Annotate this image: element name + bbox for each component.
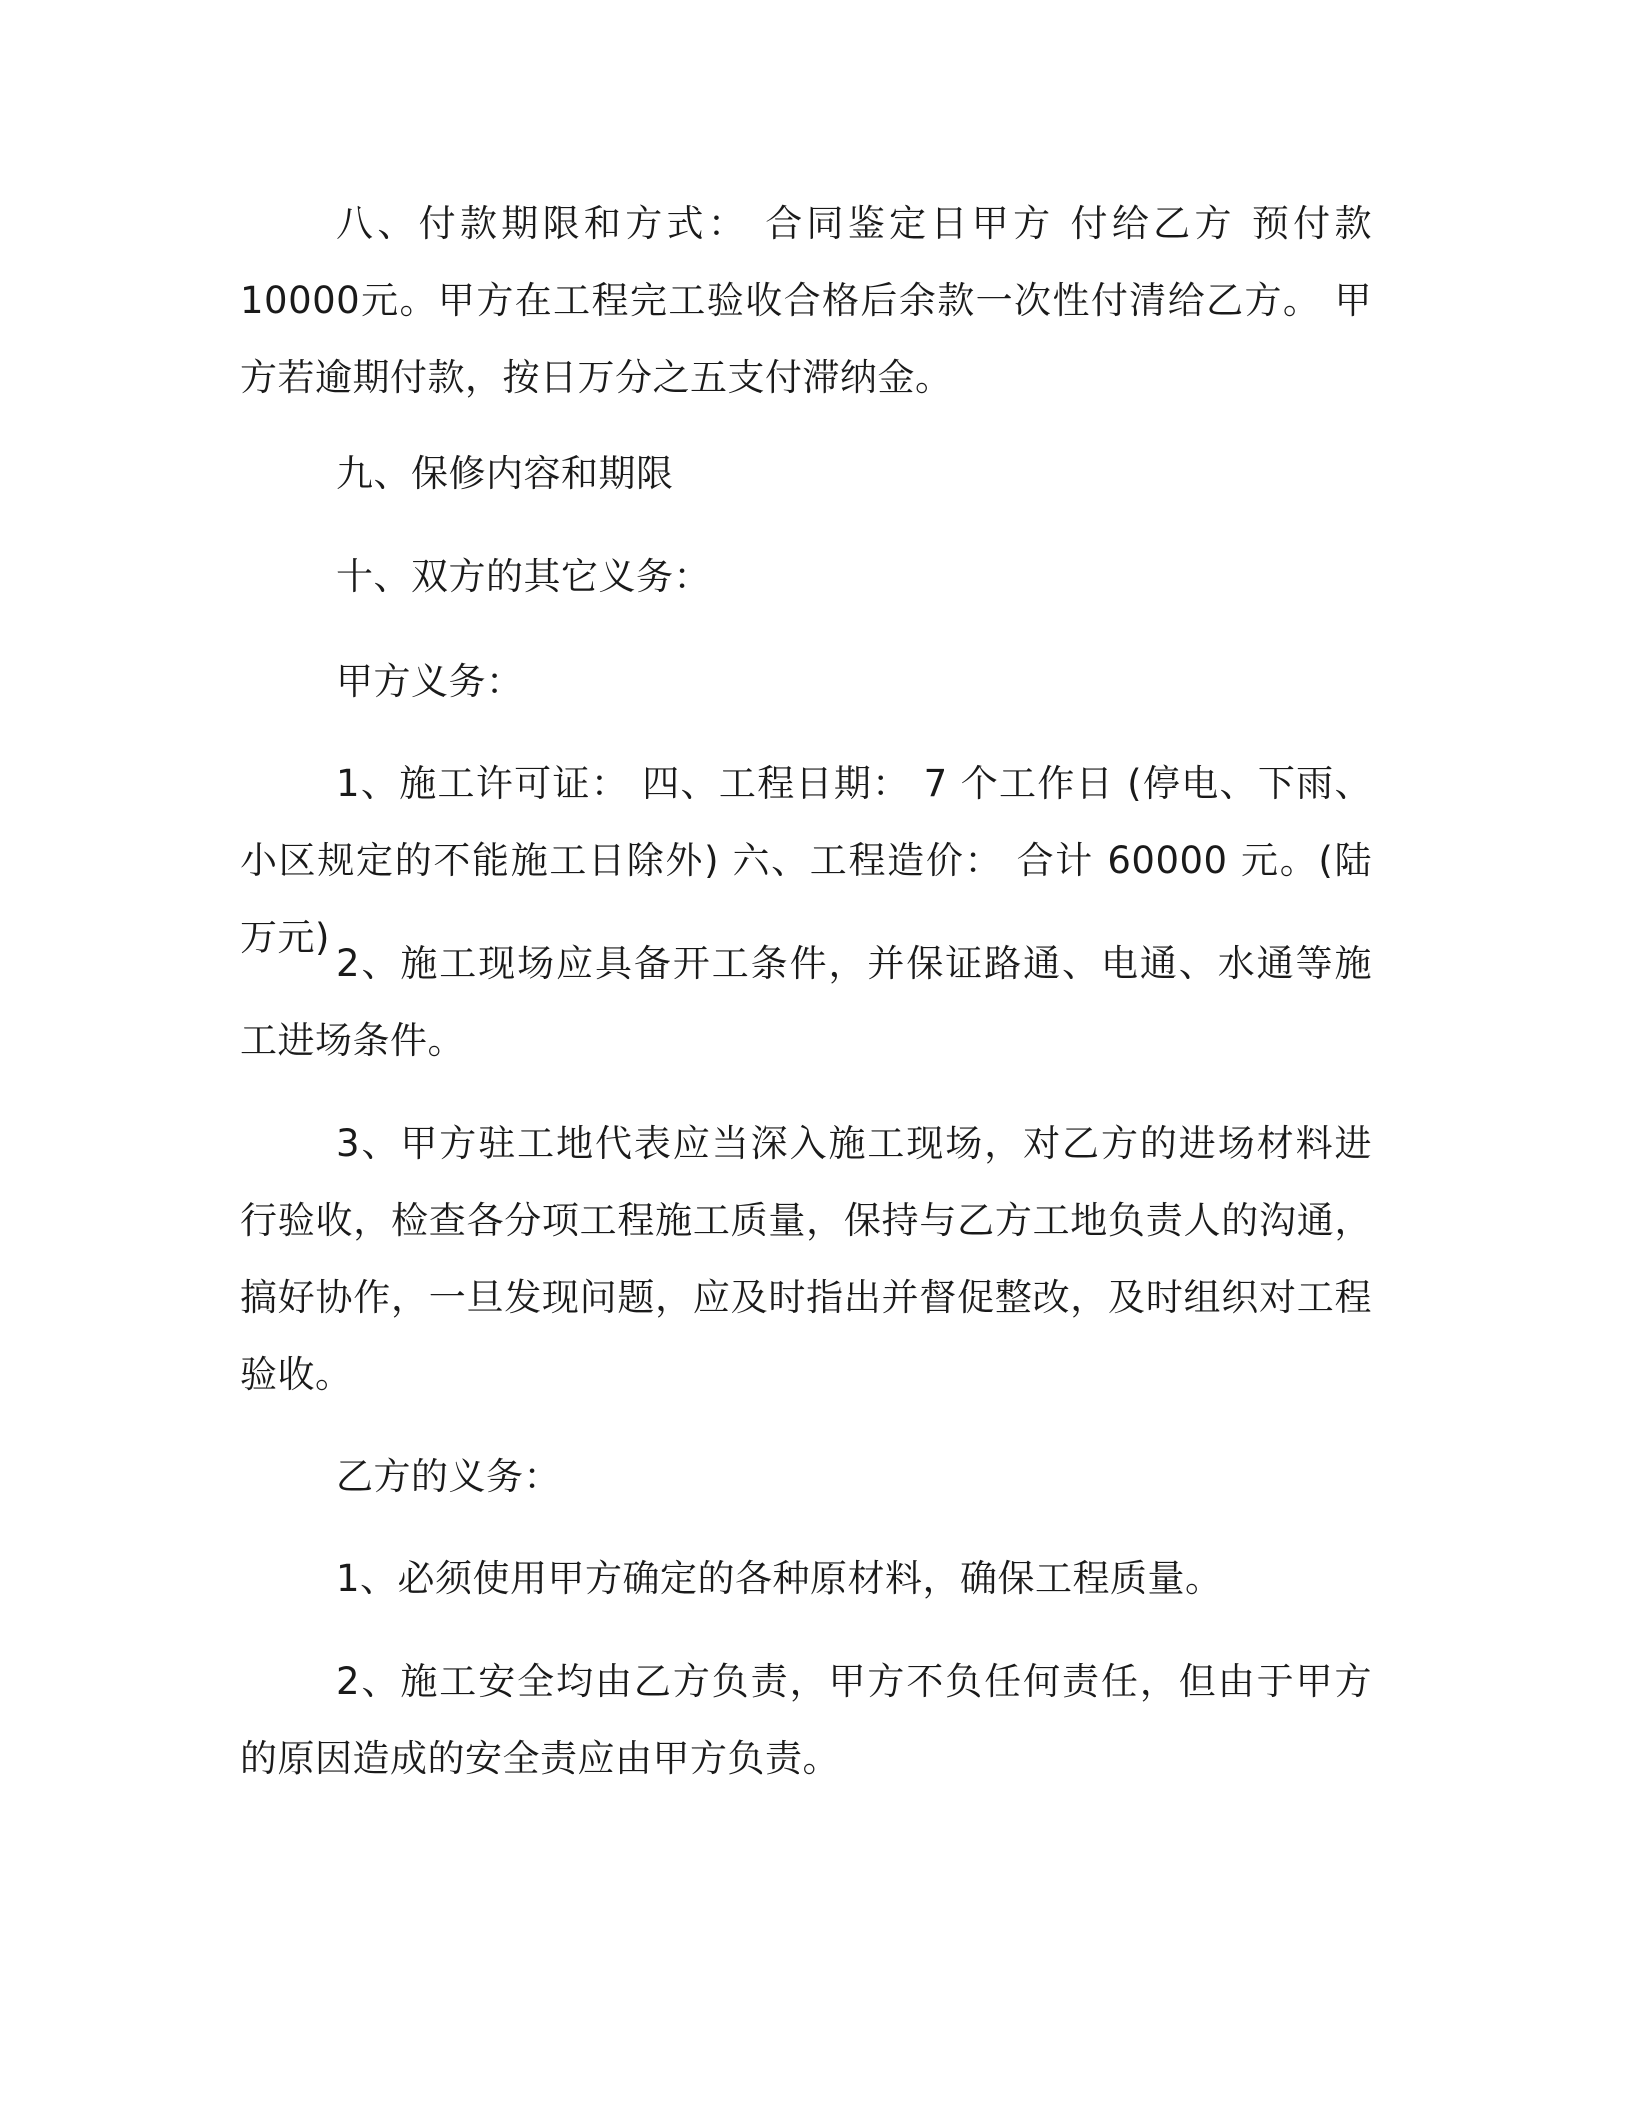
paragraph-party-b-heading: 乙方的义务： bbox=[336, 1455, 561, 1498]
paragraph-party-a-item-1: 1、施工许可证： 四、工程日期： 7 个工作日 (停电、下雨、小区规定的不能施工日除外) 六、工程造价： 合计 60000 元。(陆万元) bbox=[240, 762, 1372, 959]
paragraph-other-obligations-heading: 十、双方的其它义务： bbox=[336, 555, 711, 598]
paragraph-party-a-item-2: 2、施工现场应具备开工条件，并保证路通、电通、水通等施工进场条件。 bbox=[240, 942, 1372, 1062]
paragraph-payment-terms: 八、付款期限和方式： 合同鉴定日甲方 付给乙方 预付款 10000元。甲方在工程完工验收合格后余款一次性付清给乙方。 甲方若逾期付款，按日万分之五支付滞纳金。 bbox=[240, 202, 1372, 399]
paragraph-warranty-heading: 九、保修内容和期限 bbox=[336, 452, 674, 495]
paragraph-party-b-item-2: 2、施工安全均由乙方负责，甲方不负任何责任，但由于甲方的原因造成的安全责应由甲方负责。 bbox=[240, 1660, 1372, 1780]
paragraph-party-b-item-1: 1、必须使用甲方确定的各种原材料，确保工程质量。 bbox=[336, 1557, 1223, 1600]
paragraph-party-a-item-3: 3、甲方驻工地代表应当深入施工现场，对乙方的进场材料进行验收，检查各分项工程施工质量，保持与乙方工地负责人的沟通，搞好协作，一旦发现问题，应及时指出并督促整改，及时组织对工程验收。 bbox=[240, 1122, 1372, 1396]
paragraph-party-a-heading: 甲方义务： bbox=[336, 660, 524, 703]
